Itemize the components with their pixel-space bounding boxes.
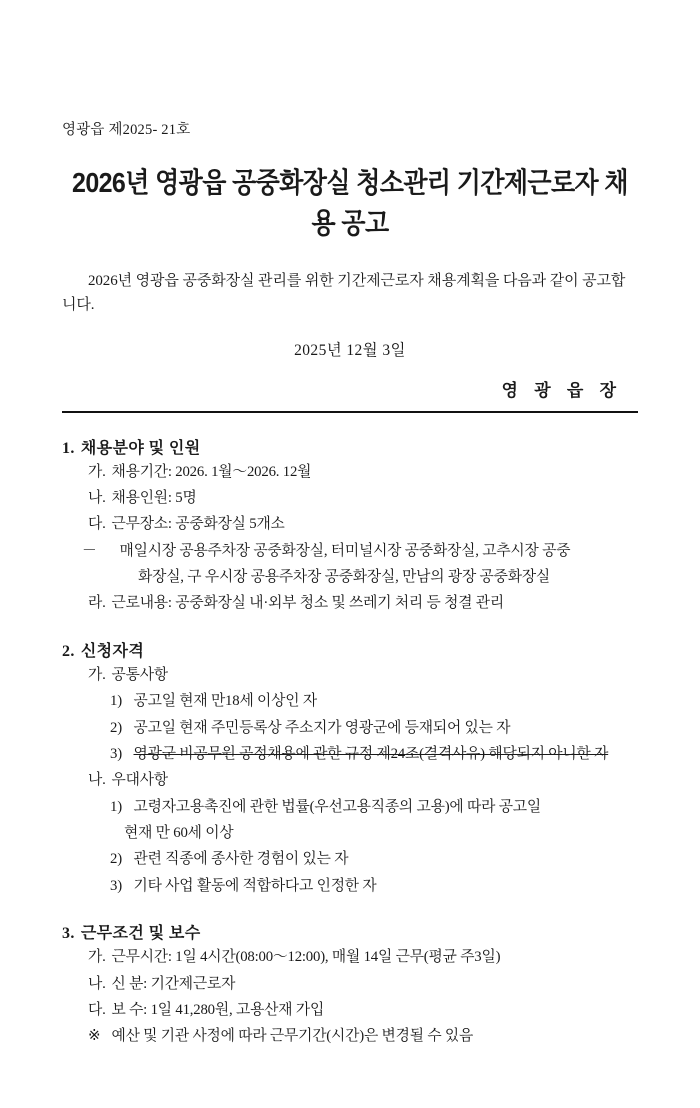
line-label: 3) — [110, 745, 122, 762]
line-label: － — [82, 542, 97, 559]
sections-container — [62, 435, 638, 1049]
line-text: 채용기간: 2026. 1월～2026. 12월 — [111, 463, 312, 480]
document-section — [62, 638, 638, 898]
issuer-name: 영 광 읍 장 — [501, 380, 622, 400]
intro-paragraph: 2026년 영광읍 공중화장실 관리를 위한 기간제근로자 채용계획을 다음과 같이 공고합니다. — [62, 273, 626, 314]
line-text: 공고일 현재 주민등록상 주소지가 영광군에 등재되어 있는 자 — [133, 719, 511, 736]
document-section — [62, 435, 638, 616]
line-text: 화장실, 구 우시장 공용주차장 공중화장실, 만남의 광장 공중화장실 — [138, 569, 551, 586]
line-text: 매일시장 공용주차장 공중화장실, 터미널시장 공중화장실, 고추시장 공중 — [119, 542, 571, 559]
document-number: 영광읍 제2025- 21호 — [62, 122, 191, 138]
section-number: 3. — [62, 925, 75, 943]
section-line — [62, 540, 638, 563]
section-heading — [62, 435, 638, 458]
section-line — [62, 690, 638, 713]
section-heading — [62, 638, 638, 661]
section-line — [62, 717, 638, 740]
line-label: 가. — [88, 666, 106, 683]
line-label: 가. — [88, 463, 106, 480]
line-label: 2) — [110, 719, 122, 736]
line-label: 나. — [88, 489, 106, 506]
section-heading — [62, 920, 638, 943]
line-text: 보 수: 1일 41,280원, 고용산재 가입 — [111, 1001, 325, 1018]
line-text: 근로내용: 공중화장실 내·외부 청소 및 쓰레기 처리 등 청결 관리 — [111, 595, 504, 612]
line-text: 우대사항 — [111, 772, 168, 789]
line-label: 다. — [88, 1001, 106, 1018]
line-text: 예산 및 기관 사정에 따라 근무기간(시간)은 변경될 수 있음 — [111, 1028, 474, 1045]
section-line — [62, 875, 638, 898]
section-line — [62, 769, 638, 792]
line-label: 가. — [88, 949, 106, 966]
line-label: 나. — [88, 975, 106, 992]
page-title: 2026년 영광읍 공중화장실 청소관리 기간제근로자 채용 공고 — [72, 167, 628, 240]
line-text: 채용인원: 5명 — [111, 489, 197, 506]
line-label: 1) — [110, 798, 122, 815]
line-label: 다. — [88, 516, 106, 533]
document-page — [0, 118, 700, 1108]
line-label: ※ — [88, 1028, 101, 1045]
document-section — [62, 920, 638, 1049]
line-text: 고령자고용촉진에 관한 법률(우선고용직종의 고용)에 따라 공고일 — [133, 798, 541, 815]
section-line — [62, 461, 638, 484]
section-number: 2. — [62, 642, 75, 660]
section-line — [62, 1025, 638, 1048]
section-line — [62, 664, 638, 687]
section-line — [62, 973, 638, 996]
issue-date: 2025년 12월 3일 — [294, 341, 406, 359]
line-text: 신 분: 기간제근로자 — [111, 975, 236, 992]
line-text: 공고일 현재 만18세 이상인 자 — [133, 693, 317, 710]
line-text: 근무장소: 공중화장실 5개소 — [111, 516, 285, 533]
line-label: 1) — [110, 693, 122, 710]
section-line — [62, 566, 638, 589]
section-line — [62, 796, 638, 819]
section-line — [62, 743, 638, 766]
section-line — [62, 999, 638, 1022]
section-heading-label: 근무조건 및 보수 — [80, 925, 201, 943]
section-line — [62, 513, 638, 536]
section-line — [62, 822, 638, 845]
line-text: 관련 직종에 종사한 경험이 있는 자 — [133, 851, 349, 868]
line-label: 2) — [110, 851, 122, 868]
section-number: 1. — [62, 439, 75, 457]
horizontal-divider — [62, 411, 638, 413]
line-text: 공통사항 — [111, 666, 168, 683]
line-text: 기타 사업 활동에 적합하다고 인정한 자 — [133, 877, 377, 894]
line-text: 근무시간: 1일 4시간(08:00～12:00), 매월 14일 근무(평균 주3일) — [111, 949, 501, 966]
line-text: 영광군 비공무원 공정채용에 관한 규정 제24조(결격사유) 해당되지 아니한 자 — [133, 745, 609, 762]
section-line — [62, 592, 638, 615]
line-label: 3) — [110, 877, 122, 894]
section-line — [62, 487, 638, 510]
section-line — [62, 848, 638, 871]
line-label: 나. — [88, 772, 106, 789]
line-label: 라. — [88, 595, 106, 612]
section-heading-label: 채용분야 및 인원 — [80, 439, 201, 457]
section-line — [62, 946, 638, 969]
section-heading-label: 신청자격 — [80, 642, 145, 660]
line-text: 현재 만 60세 이상 — [124, 825, 234, 842]
